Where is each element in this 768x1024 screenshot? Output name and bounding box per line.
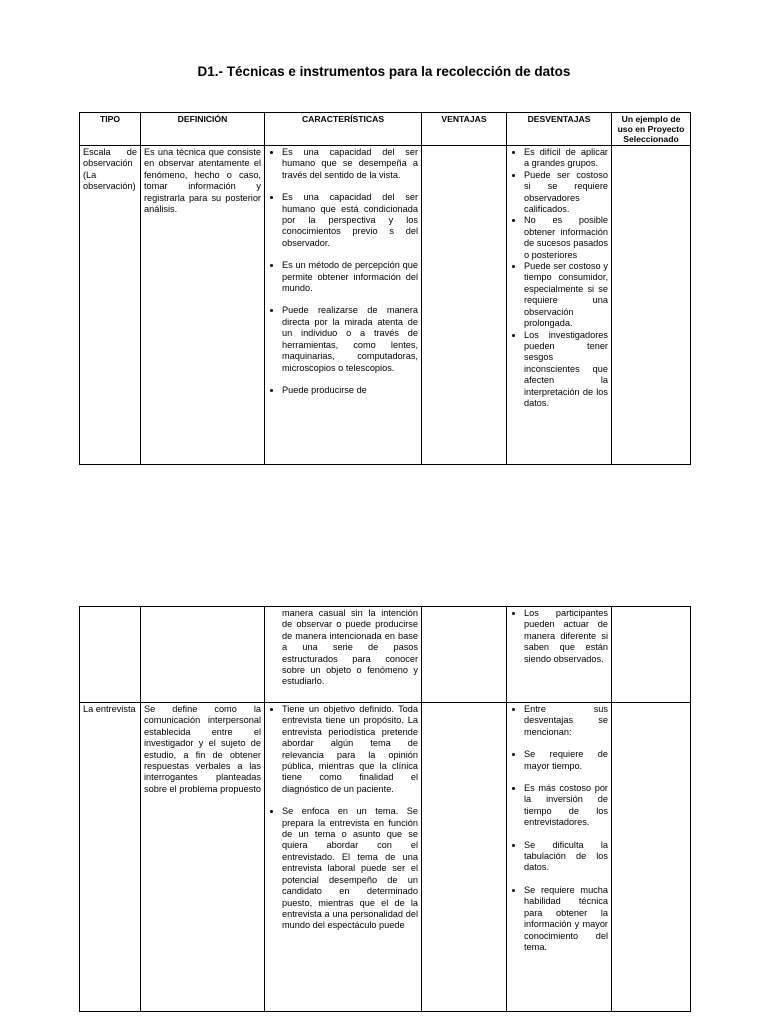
desventajas-list [510,704,608,953]
list-item: • Se dificulta la tabulación de los datos. [524,840,608,874]
desventajas-list [510,608,608,665]
cell-desventajas [507,146,612,465]
cell-desventajas [507,607,612,703]
header-definicion: DEFINICIÓN [141,113,265,146]
caracteristicas-list [268,704,418,932]
header-ejemplo: Un ejemplo de uso en Proyecto Seleccionado [612,113,691,146]
cell-ejemplo [612,607,691,703]
page-title: D1.- Técnicas e instrumentos para la recolección de datos [197,64,571,79]
cell-caracteristicas [265,146,422,465]
list-item: • No es posible obtener información de sucesos pasados o posteriores [524,215,608,261]
cell-ventajas [422,607,507,703]
list-item: • Es más costoso por la inversión de tiempo de los entrevistadores. [524,783,608,829]
list-item: • Es una capacidad del ser humano que se desempeña a través del sentido de la vista. [282,147,418,181]
cell-tipo [80,607,141,703]
list-item: • Tiene un objetivo definido. Toda entrevista tiene un propósito. La entrevista periodística pretende abordar algún tema de relevancia para la opinión pública, mientras que la clínica tiene como finalidad el diagnóstico de un paciente. [282,704,418,795]
cell-tipo [80,146,141,465]
list-item: • Los participantes pueden actuar de manera diferente si saben que están siendo observados. [524,608,608,665]
cell-ventajas [422,703,507,1012]
definicion-text: Es una técnica que consiste en observar atentamente el fenómeno, hecho o caso, tomar información y registrarla para su posterior análisis. [144,147,261,215]
header-ventajas: VENTAJAS [422,113,507,146]
header-row [80,113,691,146]
cell-definicion [141,703,265,1012]
list-item: • Se requiere de mayor tiempo. [524,749,608,772]
list-item: • Es una capacidad del ser humano que está condicionada por la perspectiva y los conocimientos previo s del observador. [282,192,418,249]
cell-definicion [141,146,265,465]
list-item: • Es difícil de aplicar a grandes grupos. [524,147,608,170]
caracteristicas-continuacion: manera casual sin la intención de observar o puede producirse de manera intencionada en base a una serie de pasos estructurados para conocer sobre un objeto o fenómeno y estudiarlo. [282,608,418,687]
table-row-entrevista [80,703,691,1012]
desventajas-list [510,147,608,409]
list-item: • Puede realizarse de manera directa por la mirada atenta de un individuo o a través de herramientas, como lentes, maquinarias, computadoras, microscopios o telescopios. [282,305,418,373]
caracteristicas-list [268,147,418,396]
table-row-observacion [80,146,691,465]
list-item: • Se enfoca en un tema. Se prepara la entrevista en función de un tema o asunto que se quiera abordar con el entrevistado. El tema de una entrevista laboral puede ser el potencial desempeño de un candidato en determinado puesto, mientras que el de la entrevista a una personalidad del mundo del espectáculo puede [282,806,418,931]
tipo-text: Escala de observación (La observación) [83,147,137,192]
table-row-continuacion [80,607,691,703]
list-item: • Puede producirse de [282,385,418,396]
cell-tipo [80,703,141,1012]
header-tipo: TIPO [80,113,141,146]
tipo-text: La entrevista [83,704,136,714]
cell-ejemplo [612,703,691,1012]
header-caracteristicas: CARACTERÍSTICAS [265,113,422,146]
cell-desventajas [507,703,612,1012]
cell-caracteristicas [265,607,422,703]
cell-ejemplo [612,146,691,465]
list-item: • Puede ser costoso si se requiere observadores calificados. [524,170,608,216]
list-item: • Puede ser costoso y tiempo consumidor, especialmente si se requiere una observación prolongada. [524,261,608,329]
list-item: • Se requiere mucha habilidad técnica para obtener la información y mayor conocimiento del tema. [524,885,608,953]
list-item: • Los investigadores pueden tener sesgos inconscientes que afecten la interpretación de los datos. [524,330,608,410]
list-item: • Entre sus desventajas se mencionan: [524,704,608,738]
cell-definicion [141,607,265,703]
cell-caracteristicas [265,703,422,1012]
data-collection-table-part-1 [79,112,691,465]
definicion-text: Se define como la comunicación interpersonal establecida entre el investigador y el sujeto de estudio, a fin de obtener respuestas verbales a las interrogantes planteadas sobre el problema propuesto [144,704,261,794]
header-desventajas: DESVENTAJAS [507,113,612,146]
data-collection-table-part-2 [79,606,691,1012]
list-item: • Es un método de percepción que permite obtener información del mundo. [282,260,418,294]
cell-ventajas [422,146,507,465]
